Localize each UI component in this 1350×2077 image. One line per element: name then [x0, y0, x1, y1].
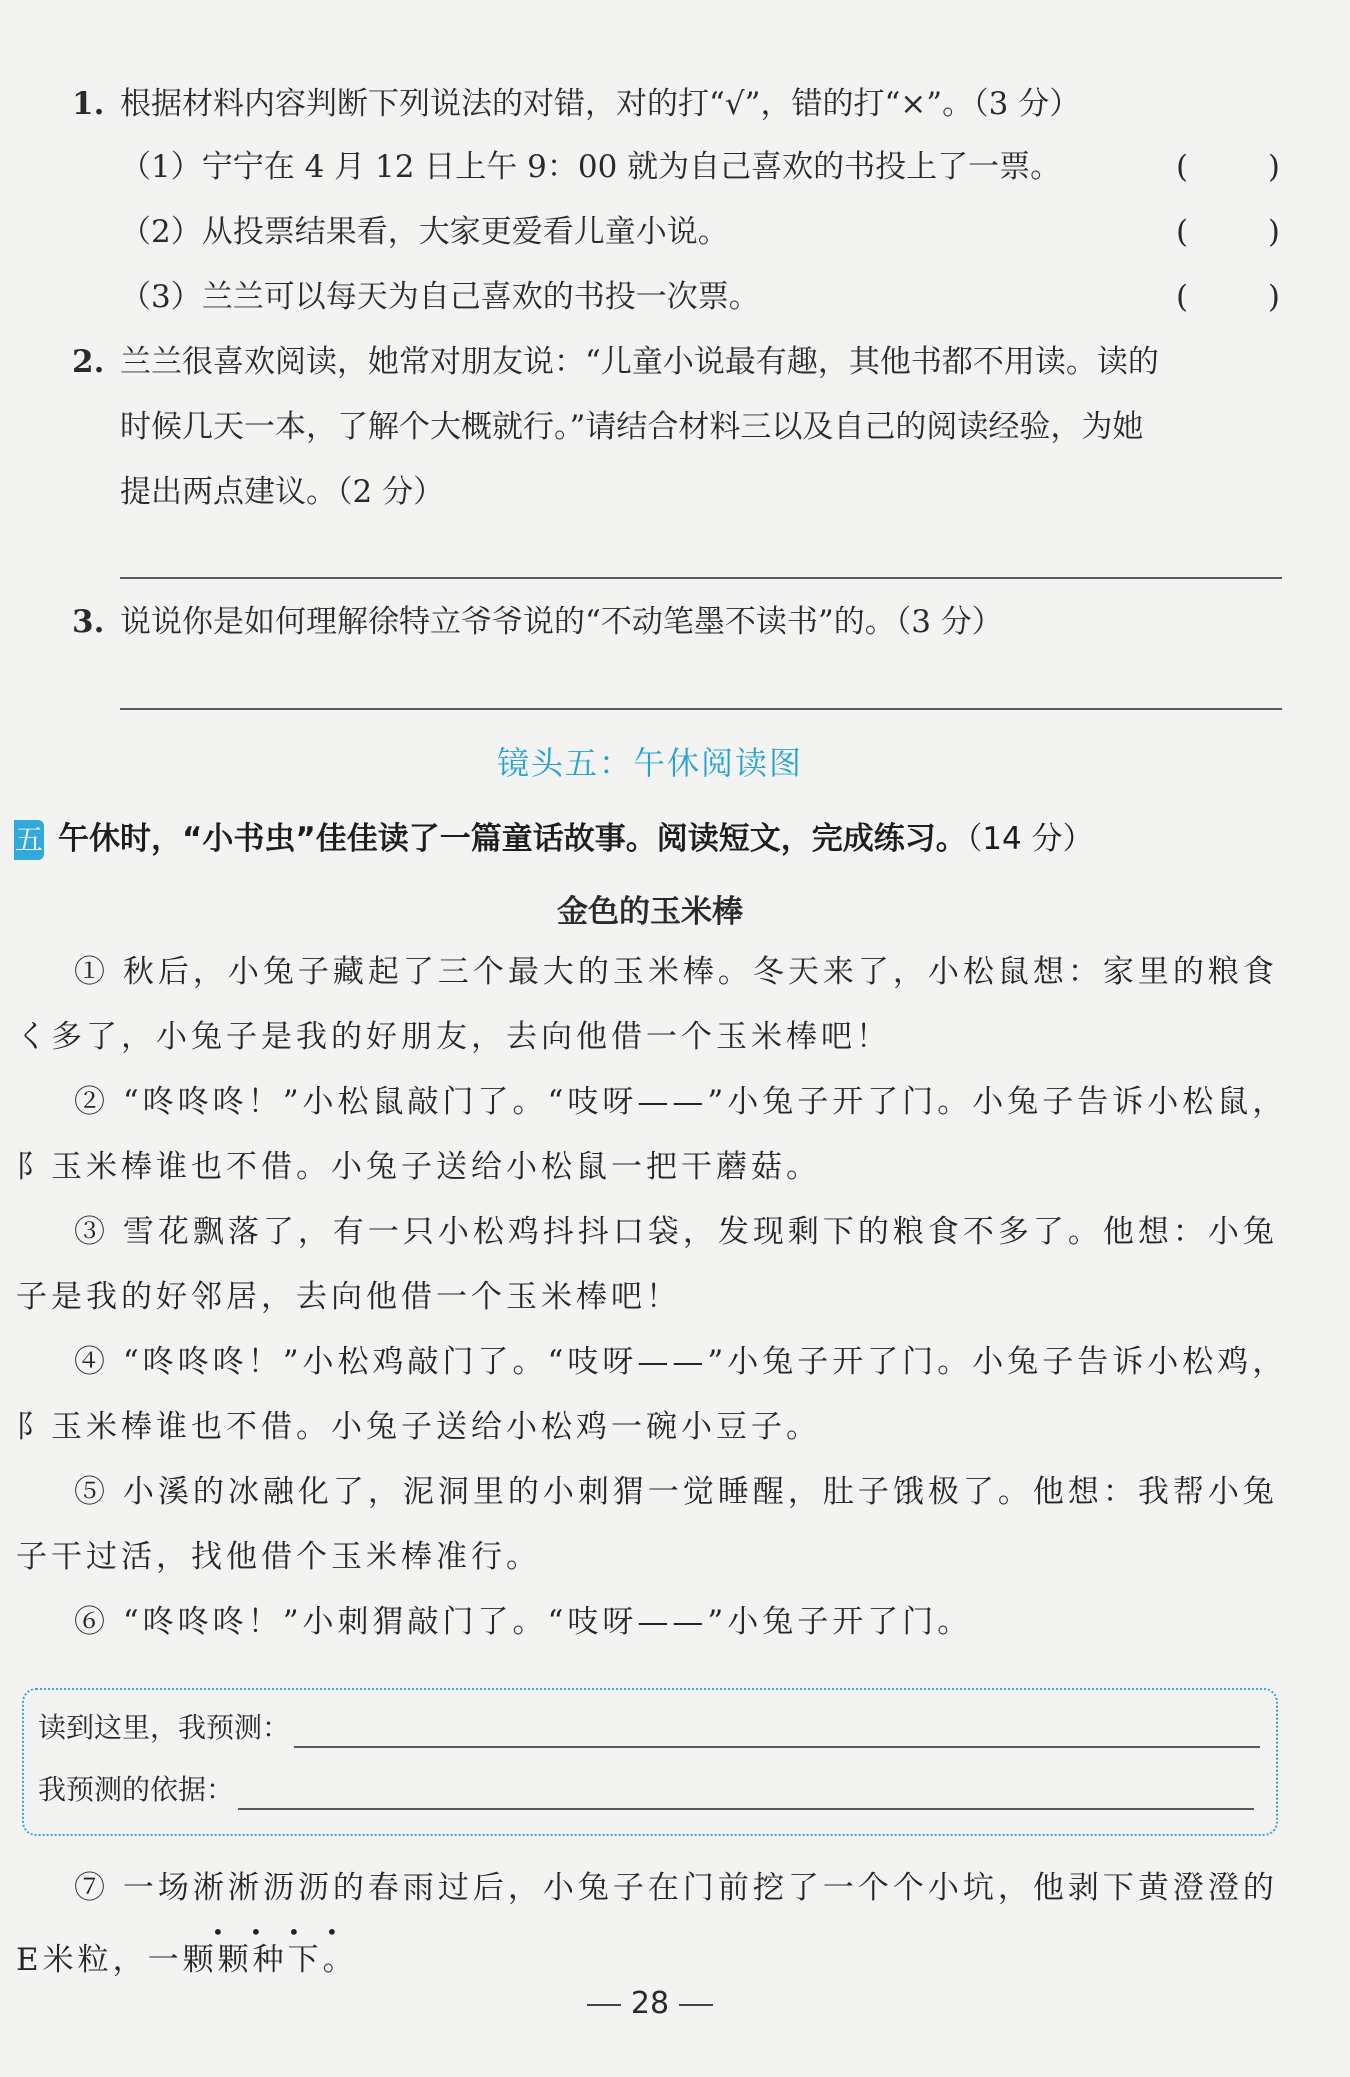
prediction-basis-answer-line[interactable]: [238, 1780, 1254, 1810]
page-number-dash-left: [587, 2004, 621, 2006]
question-1-item-2: （2）从投票结果看，大家更爱看儿童小说。: [120, 214, 729, 250]
section-points: （14 分）: [966, 821, 1094, 857]
prediction-basis-label: 我预测的依据：: [38, 1773, 235, 1806]
paragraph-4-line-2: 阝玉米棒谁也不借。小兔子送给小松鸡一碗小豆子。: [16, 1409, 821, 1445]
question-2-number: 2.: [72, 344, 105, 380]
paragraph-6-line-1: ⑥ “咚咚咚！”小刺猬敲门了。“吱呀——”小兔子开了门。: [74, 1604, 973, 1640]
paragraph-4-line-1: ④ “咚咚咚！”小松鸡敲门了。“吱呀——”小兔子开了门。小兔子告诉小松鸡，: [74, 1344, 1288, 1380]
question-1: [72, 82, 1080, 126]
paragraph-7-line-2: E米粒，一颗颗种下。: [16, 1942, 358, 1978]
paragraph-5-line-1: ⑤ 小溪的冰融化了，泥洞里的小刺猬一觉睡醒，肚子饿极了。他想：我帮小兔: [74, 1474, 1278, 1510]
paragraph-3-line-1: ③ 雪花飘落了，有一只小松鸡抖抖口袋，发现剩下的粮食不多了。他想：小兔: [74, 1214, 1278, 1250]
page-number-dash-right: [679, 2004, 713, 2006]
emphasis-dot: •: [326, 1920, 338, 1944]
prediction-row-1: [38, 1708, 1260, 1748]
section-intro-text: 午休时，“小书虫”佳佳读了一篇童话故事。阅读短文，完成练习。: [58, 821, 967, 857]
emphasis-dot: •: [288, 1920, 300, 1944]
question-2: [72, 340, 1159, 384]
story-title: 金色的玉米棒: [557, 894, 743, 930]
paragraph-1-line-2: く多了，小兔子是我的好朋友，去向他借一个玉米棒吧！: [16, 1019, 891, 1055]
question-1-number: 1.: [72, 86, 105, 122]
question-2-line-3: 提出两点建议。（2 分）: [120, 474, 445, 510]
question-1-item-1: （1）宁宁在 4 月 12 日上午 9：00 就为自己喜欢的书投上了一票。: [120, 149, 1062, 185]
page-number: [0, 1986, 1300, 2021]
paragraph-3-line-2: 子是我的好邻居，去向他借一个玉米棒吧！: [16, 1279, 681, 1315]
paragraph-5-line-2: 子干过活，找他借个玉米棒准行。: [16, 1539, 541, 1575]
question-2-line-1: 兰兰很喜欢阅读，她常对朋友说：“儿童小说最有趣，其他书都不用读。读的: [120, 344, 1159, 380]
prediction-label: 读到这里，我预测：: [38, 1711, 291, 1744]
answer-paren-3[interactable]: ( ): [1176, 279, 1280, 315]
question-1-item-3: （3）兰兰可以每天为自己喜欢的书投一次票。: [120, 279, 760, 315]
prediction-row-2: [38, 1770, 1254, 1810]
emphasis-dot: •: [250, 1920, 262, 1944]
prediction-box: [22, 1688, 1278, 1836]
question-3: [72, 600, 1003, 644]
question-1-text: 根据材料内容判断下列说法的对错，对的打“√”，错的打“×”。（3 分）: [120, 86, 1081, 122]
section-badge: 五: [14, 820, 44, 860]
answer-paren-2[interactable]: ( ): [1176, 214, 1280, 250]
emphasis-dot: •: [212, 1920, 224, 1944]
paragraph-7-line-1: ⑦ 一场淅淅沥沥的春雨过后，小兔子在门前挖了一个个小坑，他剥下黄澄澄的: [74, 1870, 1278, 1906]
paragraph-2-line-2: 阝玉米棒谁也不借。小兔子送给小松鼠一把干蘑菇。: [16, 1149, 821, 1185]
paragraph-1-line-1: ① 秋后，小兔子藏起了三个最大的玉米棒。冬天来了，小松鼠想：家里的粮食: [74, 954, 1278, 990]
prediction-answer-line[interactable]: [294, 1718, 1260, 1748]
answer-line-q2[interactable]: [120, 577, 1282, 579]
section-intro: [58, 816, 1094, 862]
page-number-value: 28: [630, 1986, 670, 2021]
paragraph-2-line-1: ② “咚咚咚！”小松鼠敲门了。“吱呀——”小兔子开了门。小兔子告诉小松鼠，: [74, 1084, 1288, 1120]
question-2-line-2: 时候几天一本，了解个大概就行。”请结合材料三以及自己的阅读经验，为她: [120, 409, 1144, 445]
question-3-text: 说说你是如何理解徐特立爷爷说的“不动笔墨不读书”的。（3 分）: [120, 604, 1003, 640]
section-title: 镜头五：午休阅读图: [496, 744, 803, 782]
answer-paren-1[interactable]: ( ): [1176, 149, 1280, 185]
question-3-number: 3.: [72, 604, 105, 640]
answer-line-q3[interactable]: [120, 708, 1282, 710]
